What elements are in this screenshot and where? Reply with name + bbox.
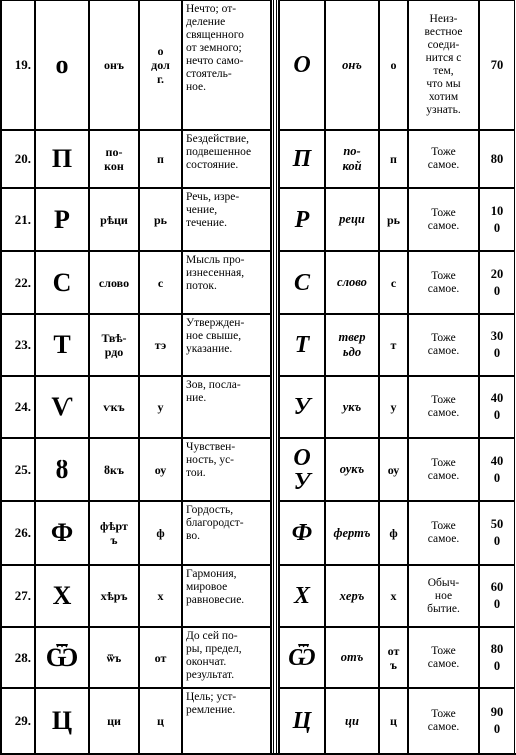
old-letter-glyph: Ѿ <box>35 627 89 688</box>
numeric-value: 80 <box>479 130 515 188</box>
table-row <box>1 314 515 376</box>
old-letter-name: онъ <box>89 0 139 130</box>
numeric-value: 70 <box>479 0 515 130</box>
modern-letter-meaning: Тоже самое. <box>408 688 479 754</box>
old-letter-sound: с <box>139 251 182 314</box>
modern-letter-meaning: Тоже самое. <box>408 376 479 438</box>
modern-letter-glyph: Ѿ <box>279 627 325 688</box>
modern-letter-glyph: О <box>279 0 325 130</box>
column-divider <box>271 501 279 565</box>
modern-letter-meaning: Тоже самое. <box>408 501 479 565</box>
old-letter-name: Твѣ- рдо <box>89 314 139 376</box>
old-letter-meaning: Бездействие, подвешенное состояние. <box>182 130 271 188</box>
table-row <box>1 565 515 627</box>
row-number: 28. <box>1 627 35 688</box>
numeric-value: 20 0 <box>479 251 515 314</box>
old-letter-name: фѣрт ъ <box>89 501 139 565</box>
old-letter-sound: ц <box>139 688 182 754</box>
old-letter-sound: рь <box>139 188 182 251</box>
modern-letter-meaning: Обыч- ное бытие. <box>408 565 479 627</box>
modern-letter-meaning: Тоже самое. <box>408 251 479 314</box>
column-divider <box>271 188 279 251</box>
modern-letter-sound: с <box>379 251 408 314</box>
modern-letter-sound: ф <box>379 501 408 565</box>
old-letter-meaning: Цель; уст- ремление. <box>182 688 271 754</box>
table-row <box>1 0 515 130</box>
modern-letter-glyph: О У <box>279 438 325 501</box>
modern-letter-name: отъ <box>325 627 379 688</box>
old-letter-meaning: Гармония, мировое равновесие. <box>182 565 271 627</box>
numeric-value: 40 0 <box>479 438 515 501</box>
old-letter-sound: тэ <box>139 314 182 376</box>
modern-letter-name: по- кой <box>325 130 379 188</box>
modern-letter-name: фертъ <box>325 501 379 565</box>
table-row <box>1 130 515 188</box>
modern-letter-name: онъ <box>325 0 379 130</box>
column-divider <box>271 688 279 754</box>
modern-letter-glyph: Ц <box>279 688 325 754</box>
row-number: 29. <box>1 688 35 754</box>
old-letter-glyph: Р <box>35 188 89 251</box>
column-divider <box>271 438 279 501</box>
modern-letter-glyph: Ф <box>279 501 325 565</box>
old-letter-meaning: Утвержден- ное свыше, указание. <box>182 314 271 376</box>
old-letter-name: ѵкъ <box>89 376 139 438</box>
column-divider <box>271 251 279 314</box>
column-divider <box>271 130 279 188</box>
old-letter-meaning: Мысль про- изнесенная, поток. <box>182 251 271 314</box>
old-letter-sound: ф <box>139 501 182 565</box>
old-letter-sound: от <box>139 627 182 688</box>
modern-letter-sound: оу <box>379 438 408 501</box>
modern-letter-meaning: Тоже самое. <box>408 314 479 376</box>
row-number: 24. <box>1 376 35 438</box>
old-letter-name: ѿъ <box>89 627 139 688</box>
table-row <box>1 438 515 501</box>
column-divider <box>271 314 279 376</box>
modern-letter-sound: х <box>379 565 408 627</box>
numeric-value: 30 0 <box>479 314 515 376</box>
old-letter-name: ци <box>89 688 139 754</box>
modern-letter-glyph: У <box>279 376 325 438</box>
old-letter-meaning: Чувствен- ность, ус- тои. <box>182 438 271 501</box>
modern-letter-sound: у <box>379 376 408 438</box>
column-divider <box>271 565 279 627</box>
old-letter-name: ȣкъ <box>89 438 139 501</box>
modern-letter-name: слово <box>325 251 379 314</box>
old-letter-glyph: Ф <box>35 501 89 565</box>
modern-letter-glyph: С <box>279 251 325 314</box>
row-number: 26. <box>1 501 35 565</box>
old-letter-name: по- кон <box>89 130 139 188</box>
table-row <box>1 627 515 688</box>
modern-letter-sound: ц <box>379 688 408 754</box>
table-row <box>1 501 515 565</box>
numeric-value: 80 0 <box>479 627 515 688</box>
row-number: 25. <box>1 438 35 501</box>
old-letter-sound: оу <box>139 438 182 501</box>
old-letter-meaning: До сей по- ры, предел, окончат. результат. <box>182 627 271 688</box>
old-letter-glyph: Т <box>35 314 89 376</box>
modern-letter-meaning: Тоже самое. <box>408 627 479 688</box>
row-number: 21. <box>1 188 35 251</box>
row-number: 27. <box>1 565 35 627</box>
old-letter-glyph: Х <box>35 565 89 627</box>
old-letter-sound: п <box>139 130 182 188</box>
old-letter-sound: у <box>139 376 182 438</box>
old-letter-glyph: С <box>35 251 89 314</box>
table-row <box>1 376 515 438</box>
numeric-value: 40 0 <box>479 376 515 438</box>
modern-letter-meaning: Тоже самое. <box>408 130 479 188</box>
old-letter-meaning: Нечто; от- деление священного от земного; нечто само- стоятель- ное. <box>182 0 271 130</box>
old-letter-glyph: о <box>35 0 89 130</box>
column-divider <box>271 627 279 688</box>
modern-letter-meaning: Тоже самое. <box>408 438 479 501</box>
table-row <box>1 188 515 251</box>
old-letter-glyph: П <box>35 130 89 188</box>
modern-letter-glyph: Т <box>279 314 325 376</box>
old-letter-name: слово <box>89 251 139 314</box>
modern-letter-glyph: Р <box>279 188 325 251</box>
row-number: 22. <box>1 251 35 314</box>
row-number: 19. <box>1 0 35 130</box>
old-letter-glyph: ȣ <box>35 438 89 501</box>
modern-letter-name: оукъ <box>325 438 379 501</box>
modern-letter-sound: рь <box>379 188 408 251</box>
alphabet-table <box>1 0 515 754</box>
old-letter-meaning: Речь, изре- чение, течение. <box>182 188 271 251</box>
modern-letter-sound: п <box>379 130 408 188</box>
numeric-value: 50 0 <box>479 501 515 565</box>
old-letter-name: рѣци <box>89 188 139 251</box>
column-divider <box>271 376 279 438</box>
table-body <box>1 0 515 754</box>
old-letter-glyph: Ц <box>35 688 89 754</box>
old-letter-meaning: Зов, посла- ние. <box>182 376 271 438</box>
modern-letter-name: укъ <box>325 376 379 438</box>
old-letter-sound: о дол г. <box>139 0 182 130</box>
old-letter-name: хѣръ <box>89 565 139 627</box>
modern-letter-sound: от ъ <box>379 627 408 688</box>
modern-letter-meaning: Тоже самое. <box>408 188 479 251</box>
modern-letter-name: херъ <box>325 565 379 627</box>
modern-letter-name: реци <box>325 188 379 251</box>
row-number: 20. <box>1 130 35 188</box>
modern-letter-sound: о <box>379 0 408 130</box>
numeric-value: 90 0 <box>479 688 515 754</box>
modern-letter-glyph: П <box>279 130 325 188</box>
table-row <box>1 251 515 314</box>
modern-letter-glyph: Х <box>279 565 325 627</box>
table-row <box>1 688 515 754</box>
old-letter-sound: х <box>139 565 182 627</box>
old-letter-meaning: Гордость, благородст- во. <box>182 501 271 565</box>
old-letter-glyph: Ѵ <box>35 376 89 438</box>
column-divider <box>271 0 279 130</box>
numeric-value: 10 0 <box>479 188 515 251</box>
modern-letter-meaning: Неиз- вестное соеди- нится с тем, что мы хотим узнать. <box>408 0 479 130</box>
numeric-value: 60 0 <box>479 565 515 627</box>
modern-letter-name: ци <box>325 688 379 754</box>
row-number: 23. <box>1 314 35 376</box>
modern-letter-sound: т <box>379 314 408 376</box>
modern-letter-name: твер ьдо <box>325 314 379 376</box>
